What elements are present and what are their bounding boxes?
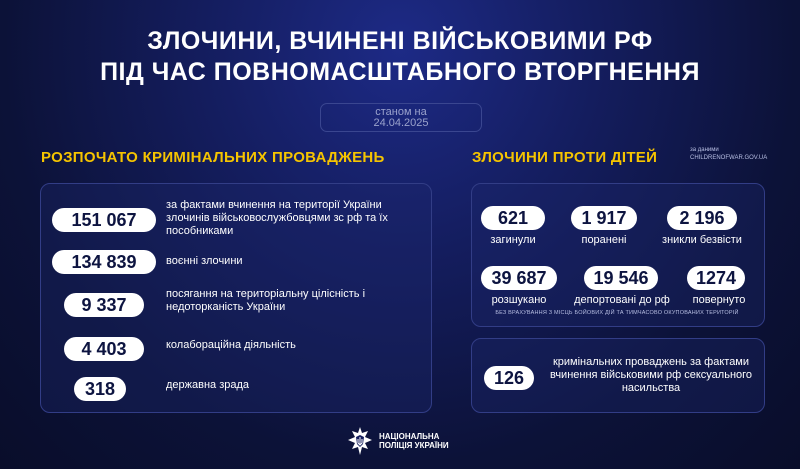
child-label-missing: зникли безвісти — [662, 234, 742, 246]
child-pill-killed: 621 — [481, 206, 545, 230]
stat-desc-war-crimes: воєнні злочини — [166, 255, 243, 267]
criminal-heading: РОЗПОЧАТО КРИМІНАЛЬНИХ ПРОВАДЖЕНЬ — [41, 149, 385, 166]
stat-desc-territorial: посягання на територіальну цілісність і недоторканість України — [166, 288, 366, 313]
child-label-injured: поранені — [581, 234, 627, 246]
stat-pill-total: 151 067 — [52, 208, 156, 232]
stat-desc-collaboration: колабораційна діяльність — [166, 339, 296, 351]
stat-pill-collaboration: 4 403 — [64, 337, 144, 361]
stat-desc-total: за фактами вчинення на території України злочинів військовослужбовцями зс рф та їх пособниками — [166, 199, 388, 237]
source-line2: CHILDRENOFWAR.GOV.UA — [690, 155, 768, 161]
source-line1: за даними — [690, 147, 719, 153]
police-emblem-icon — [348, 427, 372, 455]
logo-line1: НАЦІОНАЛЬНА — [379, 432, 440, 441]
page-title-line1: ЗЛОЧИНИ, ВЧИНЕНІ ВІЙСЬКОВИМИ РФ — [147, 27, 653, 55]
child-label-found: розшукано — [491, 294, 547, 306]
date-value: 24.04.2025 — [373, 116, 429, 129]
sexual-violence-pill: 126 — [484, 366, 534, 390]
stat-pill-territorial: 9 337 — [64, 293, 144, 317]
child-label-deported: депортовані до рф — [574, 294, 670, 306]
child-pill-found: 39 687 — [481, 266, 557, 290]
source-note — [690, 146, 767, 162]
date-label: станом на — [375, 105, 427, 118]
children-footnote: БЕЗ ВРАХУВАННЯ З МІСЦЬ БОЙОВИХ ДІЙ ТА ТИМЧАСОВО ОКУПОВАНИХ ТЕРИТОРІЙ — [495, 310, 739, 316]
child-pill-injured: 1 917 — [571, 206, 637, 230]
logo-line2: ПОЛІЦІЯ УКРАЇНИ — [379, 441, 449, 450]
child-pill-returned: 1274 — [687, 266, 745, 290]
sexual-violence-desc: кримінальних проваджень за фактами вчинення військовими рф сексуального насильства — [549, 356, 753, 394]
stat-desc-treason: державна зрада — [166, 379, 250, 391]
child-pill-deported: 19 546 — [584, 266, 658, 290]
stat-pill-war-crimes: 134 839 — [52, 250, 156, 274]
stat-pill-treason: 318 — [74, 377, 126, 401]
police-logo-text — [379, 432, 449, 450]
child-label-returned: повернуто — [692, 294, 746, 306]
page-title-line2: ПІД ЧАС ПОВНОМАСШТАБНОГО ВТОРГНЕННЯ — [100, 58, 700, 86]
date-badge — [320, 103, 482, 132]
children-heading: ЗЛОЧИНИ ПРОТИ ДІТЕЙ — [472, 149, 658, 166]
child-label-killed: загинули — [490, 234, 536, 246]
child-pill-missing: 2 196 — [667, 206, 737, 230]
